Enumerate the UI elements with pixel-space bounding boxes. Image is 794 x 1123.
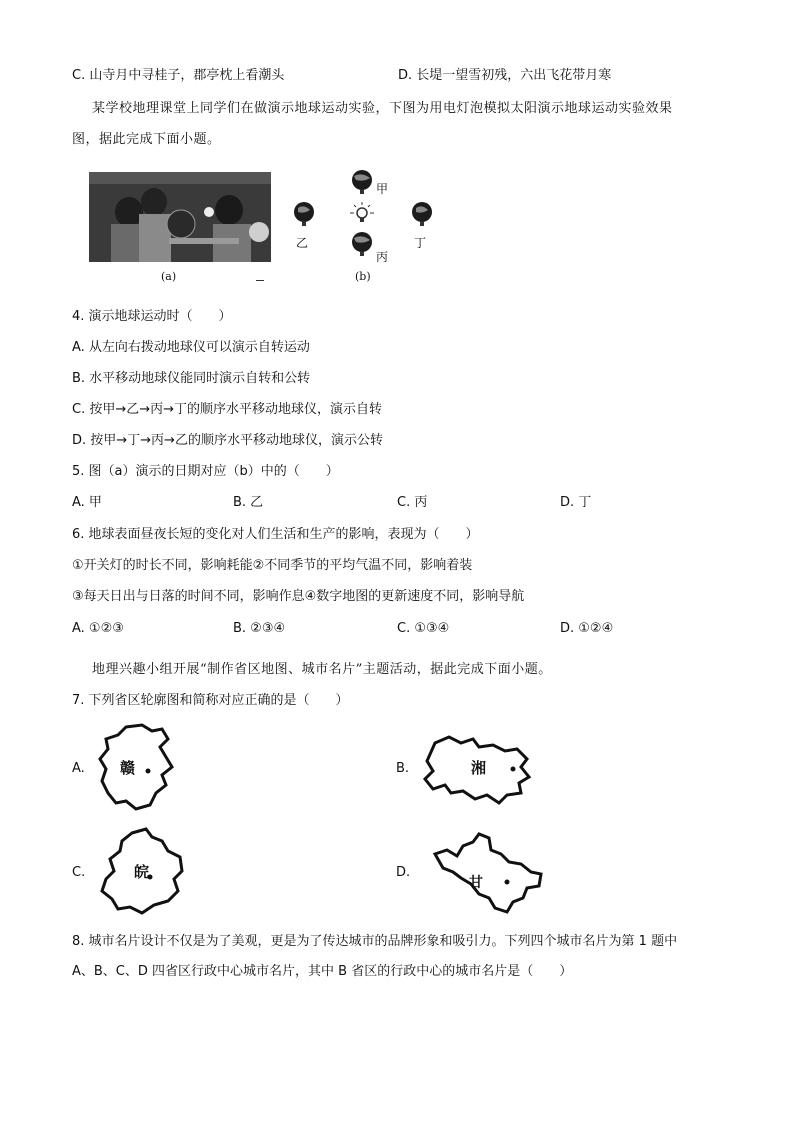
- intro-text-2: 图，据此完成下面小题。: [72, 132, 221, 147]
- q5-option-d: D. 丁: [560, 495, 592, 510]
- intro-text-1: 某学校地理课堂上同学们在做演示地球运动实验，下图为用电灯泡模拟太阳演示地球运动实验效果: [92, 101, 673, 116]
- q7-map-a: [96, 723, 176, 811]
- label-ding: 丁: [414, 236, 427, 250]
- q6-stem: 6. 地球表面昼夜长短的变化对人们生活和生产的影响，表现为（ ）: [72, 527, 479, 542]
- figure-b-caption: (b): [355, 270, 371, 283]
- q6-statement-2: ③每天日出与日落的时间不同，影响作息④数字地图的更新速度不同，影响导航: [72, 589, 525, 604]
- q6-statement-1: ①开关灯的时长不同，影响耗能②不同季节的平均气温不同，影响着装: [72, 558, 473, 573]
- q6-option-b: B. ②③④: [233, 621, 286, 636]
- q7-map-c: [98, 827, 186, 915]
- label-jia: 甲: [376, 182, 389, 196]
- q7-map-b: [421, 733, 533, 805]
- q4-option-d: D. 按甲→丁→丙→乙的顺序水平移动地球仪，演示公转: [72, 433, 383, 448]
- label-bing: 丙: [376, 250, 389, 264]
- q5-option-a: A. 甲: [72, 495, 102, 510]
- light-bulb-icon: [350, 202, 374, 222]
- figure-b-diagram: [290, 168, 440, 268]
- divider-mark: [256, 280, 264, 281]
- globe-icon: [294, 202, 314, 226]
- q4-stem: 4. 演示地球运动时（ ）: [72, 309, 232, 324]
- q7-map-d: [431, 832, 545, 914]
- q6-option-d: D. ①②④: [560, 621, 614, 636]
- q4-option-a: A. 从左向右拨动地球仪可以演示自转运动: [72, 340, 310, 355]
- globe-icon: [352, 232, 372, 256]
- q7-option-a-label: A.: [72, 761, 85, 776]
- q5-option-b: B. 乙: [233, 495, 264, 510]
- map-d-label: 甘: [469, 875, 483, 891]
- q6-option-a: A. ①②③: [72, 621, 124, 636]
- q7-option-d-label: D.: [396, 865, 411, 880]
- q4-option-c: C. 按甲→乙→丙→丁的顺序水平移动地球仪，演示自转: [72, 402, 383, 417]
- figure-a-caption: (a): [161, 270, 177, 283]
- label-yi: 乙: [296, 236, 309, 250]
- q7-option-c-label: C.: [72, 865, 86, 880]
- q6-option-c: C. ①③④: [397, 621, 450, 636]
- q5-stem: 5. 图（a）演示的日期对应（b）中的（ ）: [72, 464, 339, 479]
- globe-icon: [412, 202, 432, 226]
- globe-icon: [352, 170, 372, 194]
- map-b-label: 湘: [471, 759, 487, 777]
- option-c-prev: C. 山寺月中寻桂子，郡亭枕上看潮头: [72, 68, 285, 83]
- figure-a-photo: [89, 172, 271, 262]
- q4-option-b: B. 水平移动地球仪能同时演示自转和公转: [72, 371, 311, 386]
- q5-option-c: C. 丙: [397, 495, 428, 510]
- q7-option-b-label: B.: [396, 761, 410, 776]
- map-c-label: 皖: [134, 863, 150, 881]
- option-d-prev: D. 长堤一望雪初残，六出飞花带月寒: [398, 68, 612, 83]
- q8-stem-line1: 8. 城市名片设计不仅是为了美观，更是为了传达城市的品牌形象和吸引力。下列四个城市名片为第 1 题中: [72, 934, 678, 949]
- q7-stem: 7. 下列省区轮廓图和简称对应正确的是（ ）: [72, 693, 349, 708]
- intro-text-3: 地理兴趣小组开展“制作省区地图、城市名片”主题活动，据此完成下面小题。: [92, 662, 552, 677]
- q8-stem-line2: A、B、C、D 四省区行政中心城市名片，其中 B 省区的行政中心的城市名片是（ ）: [72, 964, 573, 979]
- map-a-label: 赣: [120, 759, 136, 777]
